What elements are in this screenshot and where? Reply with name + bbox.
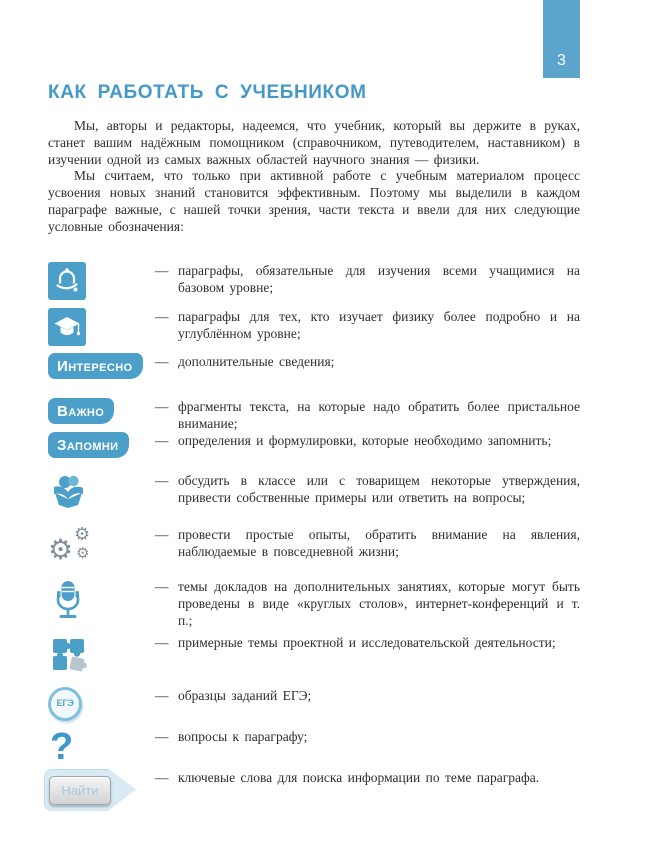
item-dash: —	[155, 769, 169, 785]
important-badge: ВАЖНО	[48, 398, 114, 424]
legend-row-base-level	[48, 262, 580, 300]
legend-item-text: темы докладов на дополнительных занятиях, которые могут быть проведены в виде «круглых столов», интернет-конференций и т. п.;	[178, 578, 580, 628]
item-dash: —	[155, 687, 169, 703]
search-button-face: Найти	[49, 776, 111, 805]
page-title: КАК РАБОТАТЬ С УЧЕБНИКОМ	[48, 82, 367, 103]
legend-item-text: провести простые опыты, обратить внимание на явления, наблюдаемые в повседневной жизни;	[178, 526, 580, 559]
graduation-cap-icon	[48, 308, 86, 346]
legend-item-text: вопросы к параграфу;	[178, 728, 308, 744]
puzzle-icon	[48, 665, 92, 682]
item-dash: —	[155, 262, 169, 278]
item-dash: —	[155, 634, 169, 650]
intro-paragraph-1: Мы, авторы и редакторы, надеемся, что учебник, который вы держите в руках, станет вашим надёжным помощником (справочником, путеводителем, наставником) в изучении одной из самых важных областей научного знания — физики.	[48, 118, 580, 167]
item-dash: —	[155, 472, 169, 488]
intro-section	[48, 118, 580, 236]
page-number: 3	[557, 52, 566, 69]
microphone-icon	[48, 609, 88, 626]
item-dash: —	[155, 353, 169, 369]
legend-row-projects	[48, 634, 580, 683]
legend-item-text: примерные темы проектной и исследовательской деятельности;	[178, 634, 556, 650]
search-find-button	[44, 769, 136, 811]
item-dash: —	[155, 728, 169, 744]
legend-item-text: фрагменты текста, на которые надо обратить более пристальное внимание;	[178, 398, 580, 431]
legend-row-remember	[48, 432, 580, 458]
item-dash: —	[155, 308, 169, 324]
gears-icon: ⚙ ⚙ ⚙	[48, 523, 91, 566]
question-mark-icon: ?	[50, 725, 74, 768]
ege-icon-label: ЕГЭ	[56, 698, 74, 710]
legend-row-experiments	[48, 523, 580, 570]
bell-icon	[48, 262, 86, 300]
page-content	[48, 82, 580, 811]
legend-item-text: определения и формулировки, которые необходимо запомнить;	[178, 432, 552, 448]
ege-exam-icon	[48, 687, 82, 721]
legend-item-text: параграфы для тех, кто изучает физику более подробно и на углублённом уровне;	[178, 308, 580, 341]
legend-item-text: ключевые слова для поиска информации по теме параграфа.	[178, 769, 540, 785]
legend-item-text: параграфы, обязательные для изучения всеми учащимися на базовом уровне;	[178, 262, 580, 295]
interesting-badge: ИНТЕРЕСНО	[48, 353, 143, 379]
remember-badge: ЗАПОМНИ	[48, 432, 129, 458]
legend-row-important	[48, 398, 580, 432]
legend-row-discuss	[48, 472, 580, 519]
legend-row-advanced-level	[48, 308, 580, 346]
item-dash: —	[155, 432, 169, 448]
page-number-strip	[543, 0, 580, 78]
legend-row-ege	[48, 687, 580, 721]
item-dash: —	[155, 578, 169, 594]
legend-row-interesting	[48, 353, 580, 379]
legend-row-questions	[48, 725, 580, 768]
legend-row-reports	[48, 578, 580, 629]
legend-list	[48, 262, 580, 811]
legend-item-text: образцы заданий ЕГЭ;	[178, 687, 312, 703]
intro-paragraph-2: Мы считаем, что только при активной работе с учебным материалом процесс усвоения новых знаний становится эффективным. Поэтому мы выделили в каждом параграфе важные, с нашей точки зрения, части текста и ввели для них следующие условные обозначения:	[48, 168, 580, 234]
item-dash: —	[155, 526, 169, 542]
item-dash: —	[155, 398, 169, 414]
legend-row-keywords	[48, 769, 580, 811]
discussion-icon	[48, 501, 90, 518]
legend-item-text: дополнительные сведения;	[178, 353, 335, 369]
legend-item-text: обсудить в классе или с товарищем некоторые утверждения, привести собственные примеры или ответить на вопросы;	[178, 472, 580, 505]
